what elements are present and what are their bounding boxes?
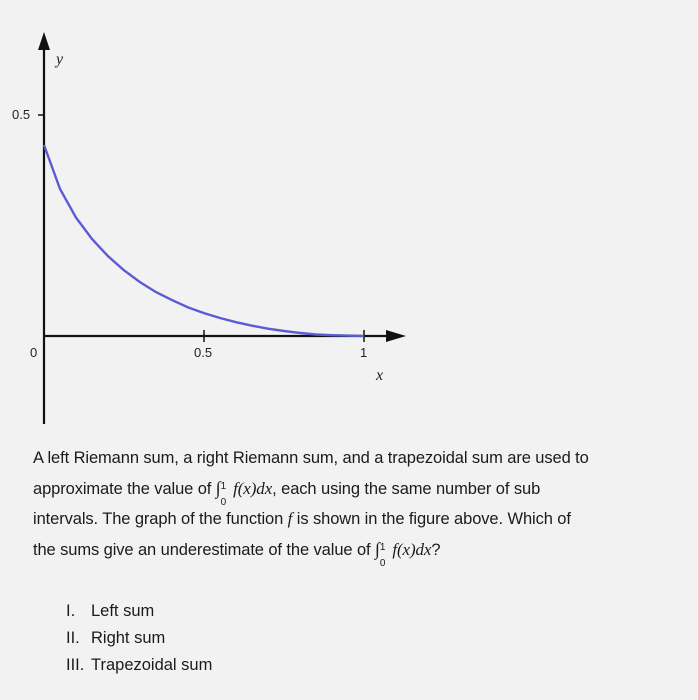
option-text: Left sum [91,602,155,620]
function-curve [44,145,364,336]
integral-sign: ∫ [215,477,221,498]
question-line: the sums give an underestimate of the value of ∫ 1 0 f(x)dx? [33,538,441,570]
x-tick-label-half: 0.5 [194,345,213,360]
option-number: II. [66,629,80,647]
integral-limits: 1 0 [220,481,227,509]
question-line: intervals. The graph of the function f is shown in the figure above. Which of [33,509,571,528]
y-tick-label: 0.5 [12,107,31,122]
option-number: I. [66,602,76,620]
integrand: f(x)dx [392,539,432,559]
option-item [66,598,212,625]
y-axis-arrow [38,32,50,50]
question-line: A left Riemann sum, a right Riemann sum, and a trapezoidal sum are used to [33,449,589,467]
option-text: Right sum [91,629,166,647]
answer-options [66,598,212,679]
integrand: f(x)dx [233,478,273,498]
x-axis-arrow [386,330,406,342]
option-item [66,625,212,652]
origin-label: 0 [30,345,38,360]
option-item [66,652,212,679]
x-tick-label-one: 1 [360,345,368,360]
integral-sign: ∫ [375,538,380,559]
option-number: III. [66,656,85,674]
y-axis-label: y [56,51,64,68]
integral-limits: 1 0 [379,542,386,570]
x-axis-label: x [376,367,384,384]
option-text: Trapezoidal sum [91,656,213,674]
question-text [33,444,693,570]
question-line: approximate the value of ∫ 1 0 f(x)dx, each using the same number of sub [33,477,541,509]
